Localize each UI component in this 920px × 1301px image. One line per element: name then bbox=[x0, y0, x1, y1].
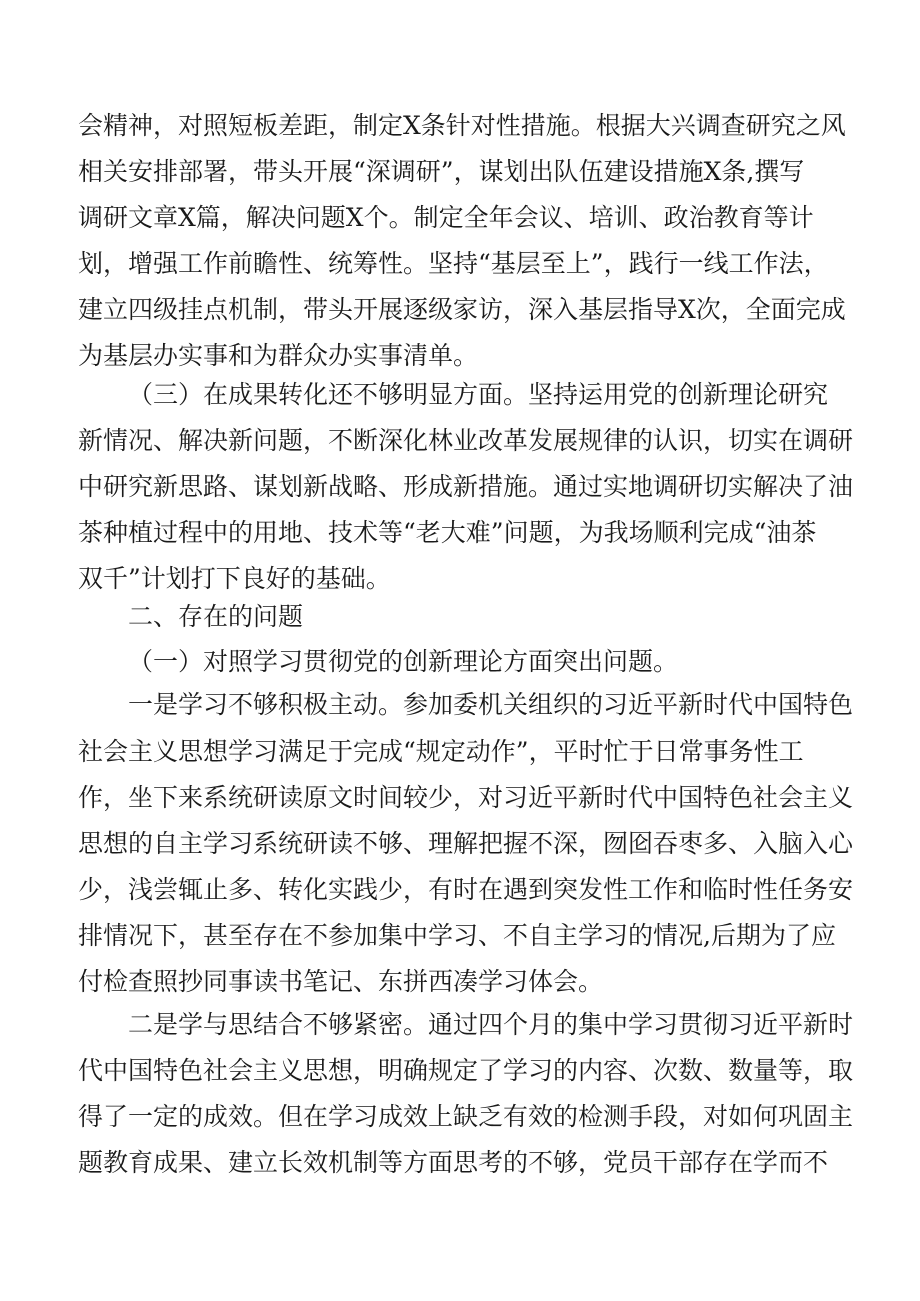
paragraph-line: 二是学与思结合不够紧密。通过四个月的集中学习贯彻习近平新时 bbox=[128, 1010, 854, 1039]
paragraph-line: 新情况、解决新问题，不断深化林业改革发展规律的认识，切实在调研 bbox=[78, 426, 854, 455]
paragraph-line: 付检查照抄同事读书笔记、东拼西凑学习体会。 bbox=[78, 967, 604, 996]
paragraph-line: 调研文章X篇，解决问题X个。制定全年会议、培训、政治教育等计 bbox=[78, 203, 814, 232]
paragraph-line: 代中国特色社会主义思想，明确规定了学习的内容、次数、数量等，取 bbox=[78, 1056, 854, 1085]
subsection-heading: （一）对照学习贯彻党的创新理论方面突出问题。 bbox=[128, 647, 679, 676]
paragraph-line: 相关安排部署，带头开展“深调研”，谋划出队伍建设措施X条,撰写 bbox=[78, 157, 805, 186]
section-heading: 二、存在的问题 bbox=[128, 602, 304, 631]
paragraph-line: 会精神，对照短板差距，制定X条针对性措施。根据大兴调查研究之风 bbox=[78, 111, 846, 140]
paragraph-line: 中研究新思路、谋划新战略、形成新措施。通过实地调研切实解决了油 bbox=[78, 472, 854, 501]
paragraph-line: 作，坐下来系统研读原文时间较少，对习近平新时代中国特色社会主义 bbox=[78, 783, 854, 812]
paragraph-line: （三）在成果转化还不够明显方面。坚持运用党的创新理论研究 bbox=[128, 380, 829, 409]
paragraph-line: 少，浅尝辄止多、转化实践少，有时在遇到突发性工作和临时性任务安 bbox=[78, 875, 854, 904]
paragraph-line: 双千”计划打下良好的基础。 bbox=[78, 564, 391, 593]
paragraph-line: 社会主义思想学习满足于完成“规定动作”，平时忙于日常事务性工 bbox=[78, 737, 804, 766]
paragraph-line: 排情况下，甚至存在不参加集中学习、不自主学习的情况,后期为了应 bbox=[78, 921, 836, 950]
paragraph-line: 为基层办实事和为群众办实事清单。 bbox=[78, 341, 479, 370]
paragraph-line: 一是学习不够积极主动。参加委机关组织的习近平新时代中国特色 bbox=[128, 690, 854, 719]
paragraph-line: 思想的自主学习系统研读不够、理解把握不深，囫囵吞枣多、入脑入心 bbox=[78, 829, 854, 858]
paragraph-line: 得了一定的成效。但在学习成效上缺乏有效的检测手段，对如何巩固主 bbox=[78, 1102, 854, 1131]
paragraph-line: 茶种植过程中的用地、技术等“老大难”问题，为我场顺利完成“油茶 bbox=[78, 518, 817, 547]
paragraph-line: 划，增强工作前瞻性、统筹性。坚持“基层至上”，践行一线工作法， bbox=[78, 249, 829, 278]
paragraph-line: 建立四级挂点机制，带头开展逐级家访，深入基层指导X次，全面完成 bbox=[78, 295, 846, 324]
paragraph-line: 题教育成果、建立长效机制等方面思考的不够，党员干部存在学而不 bbox=[78, 1148, 829, 1177]
